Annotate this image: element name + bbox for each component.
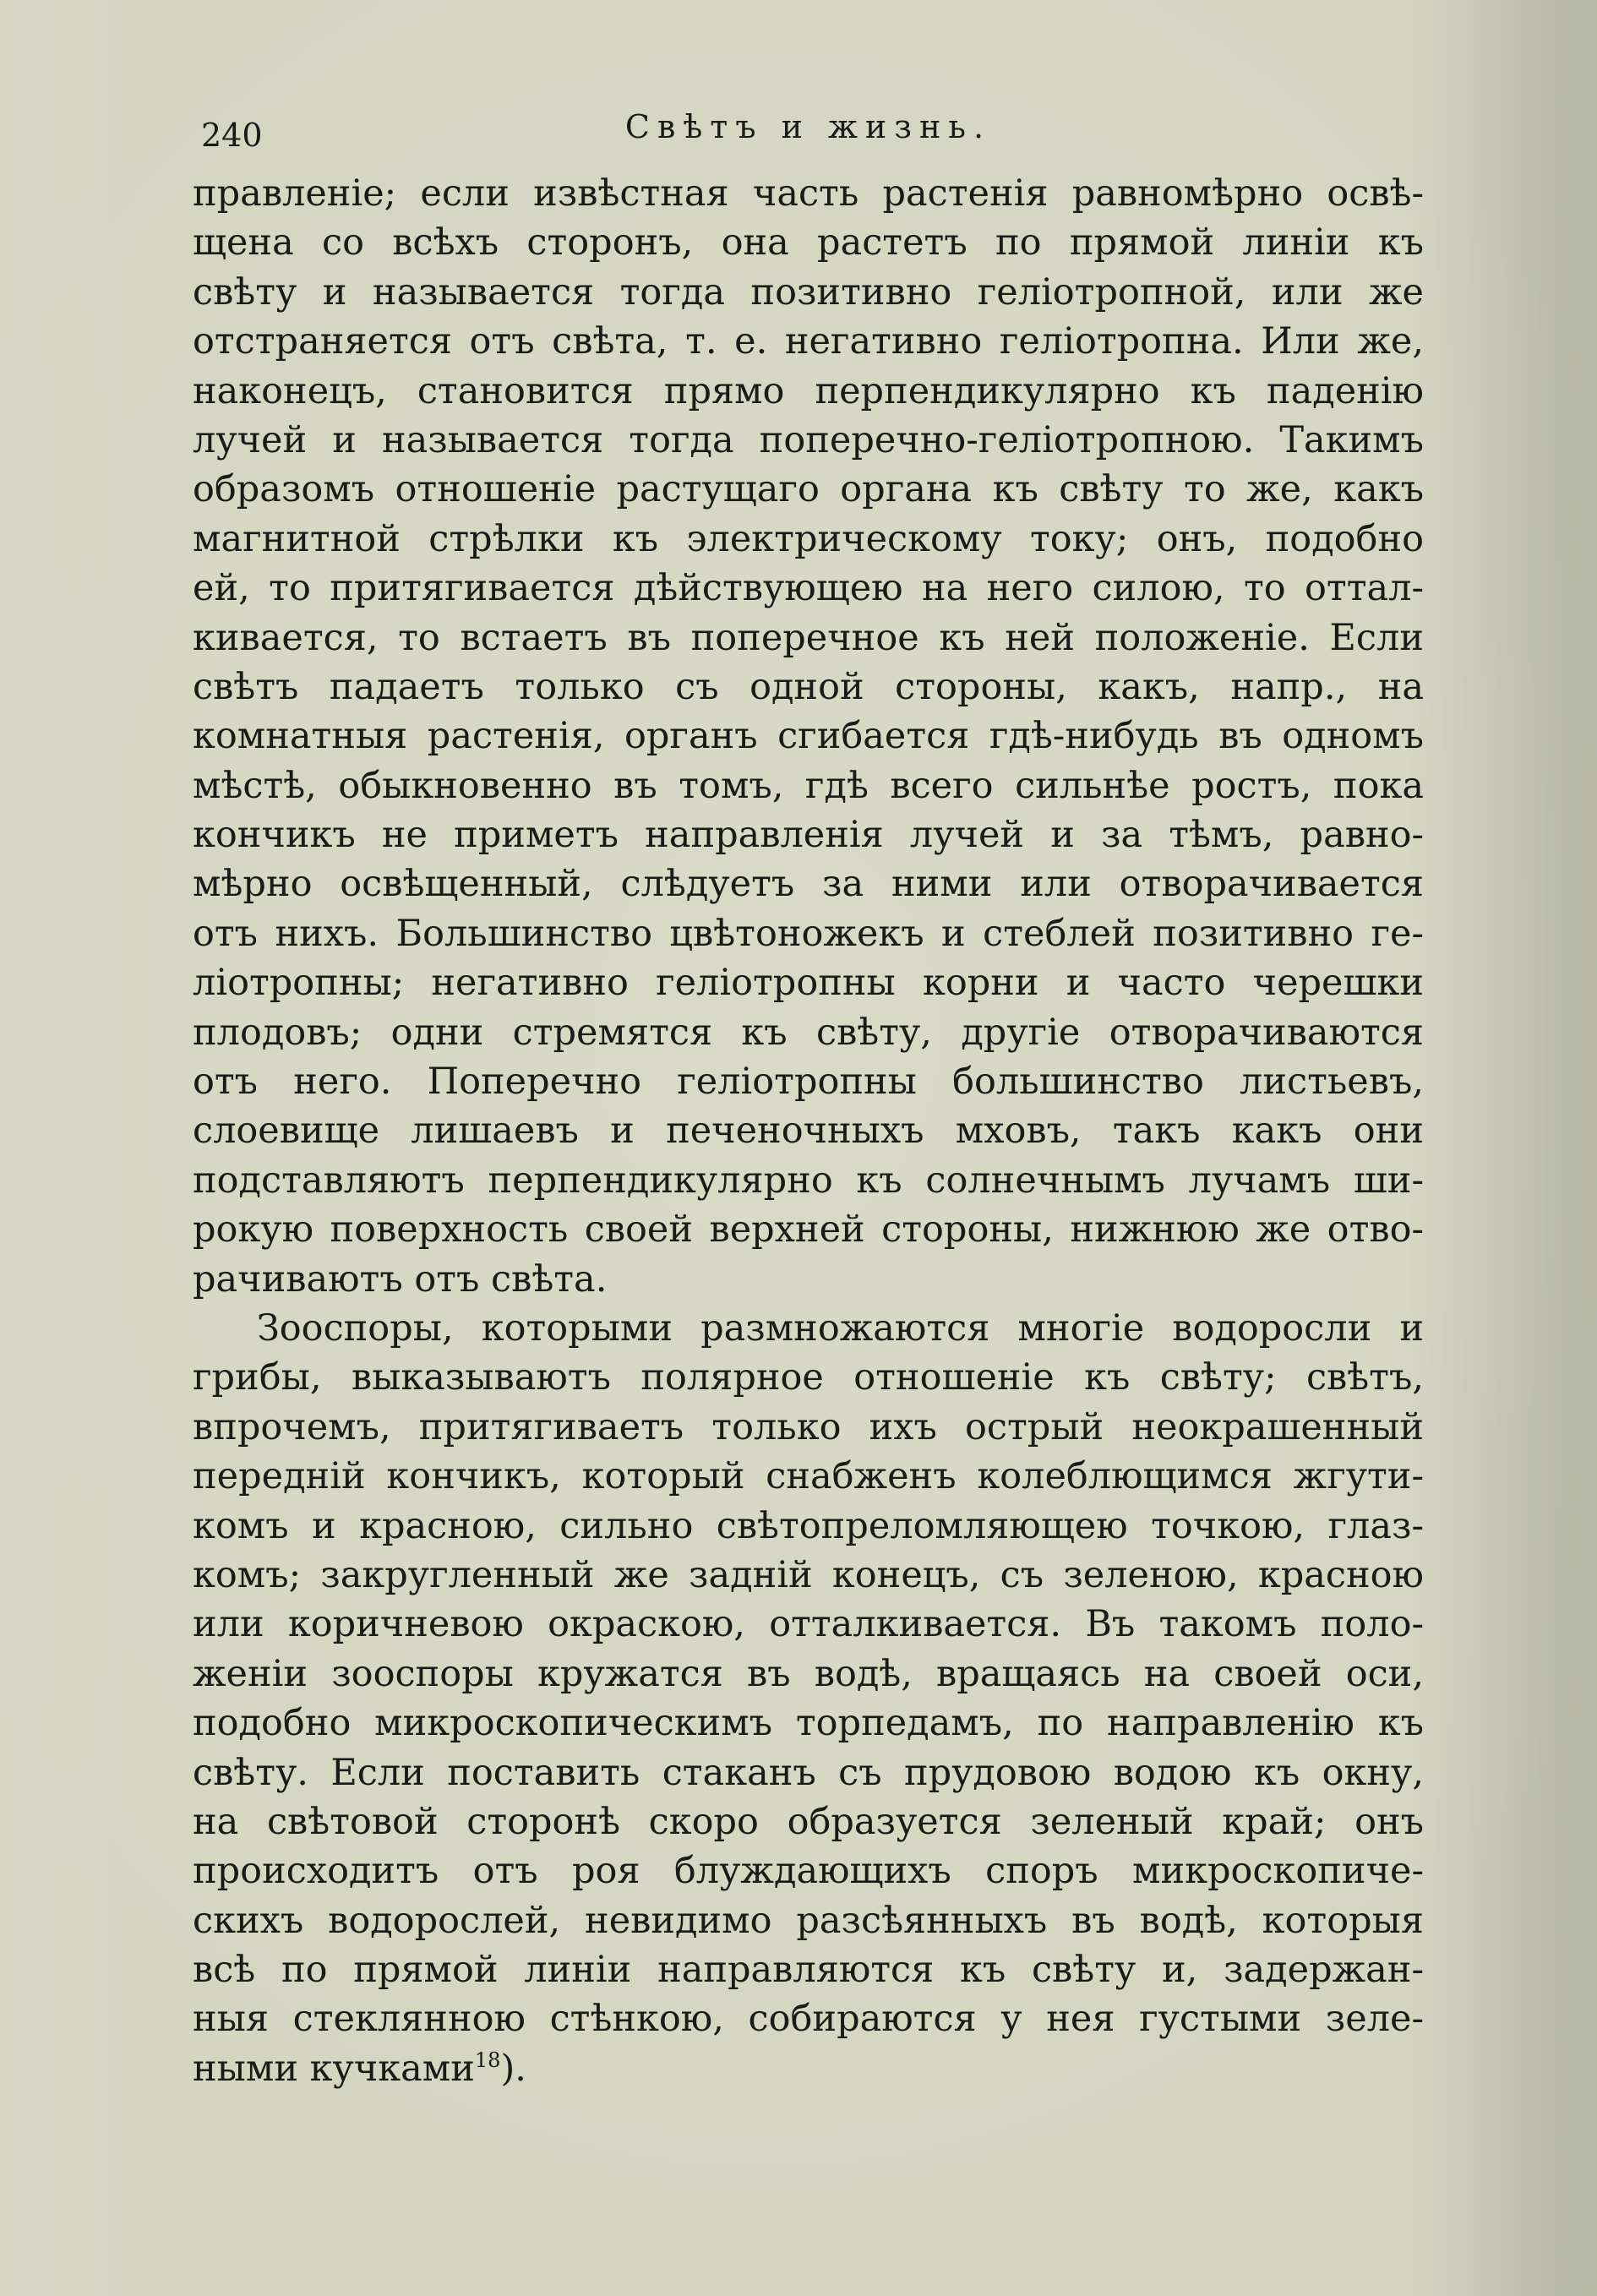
- text-line: на свѣтовой сторонѣ скоро образуется зеленый край; онъ: [193, 1800, 1424, 1843]
- running-head: [193, 108, 1424, 159]
- page-edge-shadow: [1538, 0, 1597, 2296]
- text-line: отъ нихъ. Большинство цвѣтоножекъ и стеблей позитивно ге-: [193, 912, 1424, 955]
- text-line: впрочемъ, притягиваетъ только ихъ острый неокрашенный: [193, 1405, 1424, 1448]
- text-line: свѣту. Если поставить стаканъ съ прудовою водою къ окну,: [193, 1751, 1424, 1794]
- text-line: комнатныя растенія, органъ сгибается гдѣ-нибудь въ одномъ: [193, 715, 1424, 758]
- text-line: щена со всѣхъ сторонъ, она растетъ по прямой линіи къ: [193, 221, 1424, 265]
- text-line: рачиваютъ отъ свѣта.: [193, 1257, 608, 1301]
- text-fragment: ).: [500, 2047, 526, 2090]
- text-line-with-footnote: [193, 2044, 1424, 2093]
- text-line: ныя стеклянною стѣнкою, собираются у нея густыми зеле-: [193, 1998, 1424, 2041]
- text-line: ей, то притягивается дѣйствующею на него силою, то оттал-: [193, 567, 1424, 610]
- text-line: всѣ по прямой линіи направляются къ свѣту и, задержан-: [193, 1949, 1424, 1992]
- text-line: подобно микроскопическимъ торпедамъ, по направленію къ: [193, 1702, 1424, 1745]
- text-line: кивается, то встаетъ въ поперечное къ ней положеніе. Если: [193, 616, 1424, 659]
- paragraph-2: [193, 1304, 1424, 2093]
- text-line: свѣту и называется тогда позитивно геліотропной, или же: [193, 270, 1424, 314]
- text-line: кончикъ не приметъ направленія лучей и за тѣмъ, равно-: [193, 814, 1424, 857]
- text-line: свѣтъ падаетъ только съ одной стороны, какъ, напр., на: [193, 665, 1424, 708]
- text-line: или коричневою окраскою, отталкивается. Въ такомъ поло-: [193, 1603, 1424, 1646]
- text-line: наконецъ, становится прямо перпендикулярно къ паденію: [193, 369, 1424, 412]
- paragraph-1: [193, 169, 1424, 1304]
- text-line: подставляютъ перпендикулярно къ солнечнымъ лучамъ ши-: [193, 1159, 1424, 1202]
- text-line: плодовъ; одни стремятся къ свѣту, другіе отворачиваются: [193, 1011, 1424, 1054]
- text-line: происходитъ отъ роя блуждающихъ споръ микроскопиче-: [193, 1850, 1424, 1893]
- text-line: слоевище лишаевъ и печеночныхъ мховъ, такъ какъ они: [193, 1110, 1424, 1153]
- text-line: мѣстѣ, обыкновенно въ томъ, гдѣ всего сильнѣе ростъ, пока: [193, 764, 1424, 807]
- page-number: 240: [201, 117, 263, 154]
- text-line: отстраняется отъ свѣта, т. е. негативно геліотропна. Или же,: [193, 320, 1424, 363]
- text-line: мѣрно освѣщенный, слѣдуетъ за ними или отворачивается: [193, 863, 1424, 906]
- text-line: комъ; закругленный же задній конецъ, съ зеленою, красною: [193, 1553, 1424, 1596]
- text-fragment: ными кучками: [193, 2047, 475, 2090]
- text-line: передній кончикъ, который снабженъ колеблющимся жгути-: [193, 1455, 1424, 1498]
- body-text: [193, 169, 1424, 2093]
- running-title: Свѣтъ и жизнь.: [624, 108, 992, 145]
- text-line: ліотропны; негативно геліотропны корни и часто черешки: [193, 962, 1424, 1005]
- text-line: комъ и красною, сильно свѣтопреломляющею точкою, глаз-: [193, 1504, 1424, 1547]
- text-line: отъ него. Поперечно геліотропны большинство листьевъ,: [193, 1061, 1424, 1104]
- text-line: скихъ водорослей, невидимо разсѣянныхъ въ водѣ, которыя: [193, 1899, 1424, 1942]
- text-line: грибы, выказываютъ полярное отношеніе къ свѣту; свѣтъ,: [193, 1356, 1424, 1399]
- text-line: правленіе; если извѣстная часть растенія равномѣрно освѣ-: [193, 172, 1424, 215]
- text-line: магнитной стрѣлки къ электрическому току; онъ, подобно: [193, 517, 1424, 560]
- text-line: образомъ отношеніе растущаго органа къ свѣту то же, какъ: [193, 468, 1424, 511]
- text-line: женіи зооспоры кружатся въ водѣ, вращаясь на своей оси,: [193, 1652, 1424, 1695]
- footnote-marker: 18: [474, 2048, 501, 2072]
- text-line: рокую поверхность своей верхней стороны, нижнюю же отво-: [193, 1208, 1424, 1252]
- text-line: Зооспоры, которыми размножаются многіе водоросли и: [257, 1306, 1424, 1350]
- text-line: лучей и называется тогда поперечно-геліотропною. Такимъ: [193, 418, 1424, 461]
